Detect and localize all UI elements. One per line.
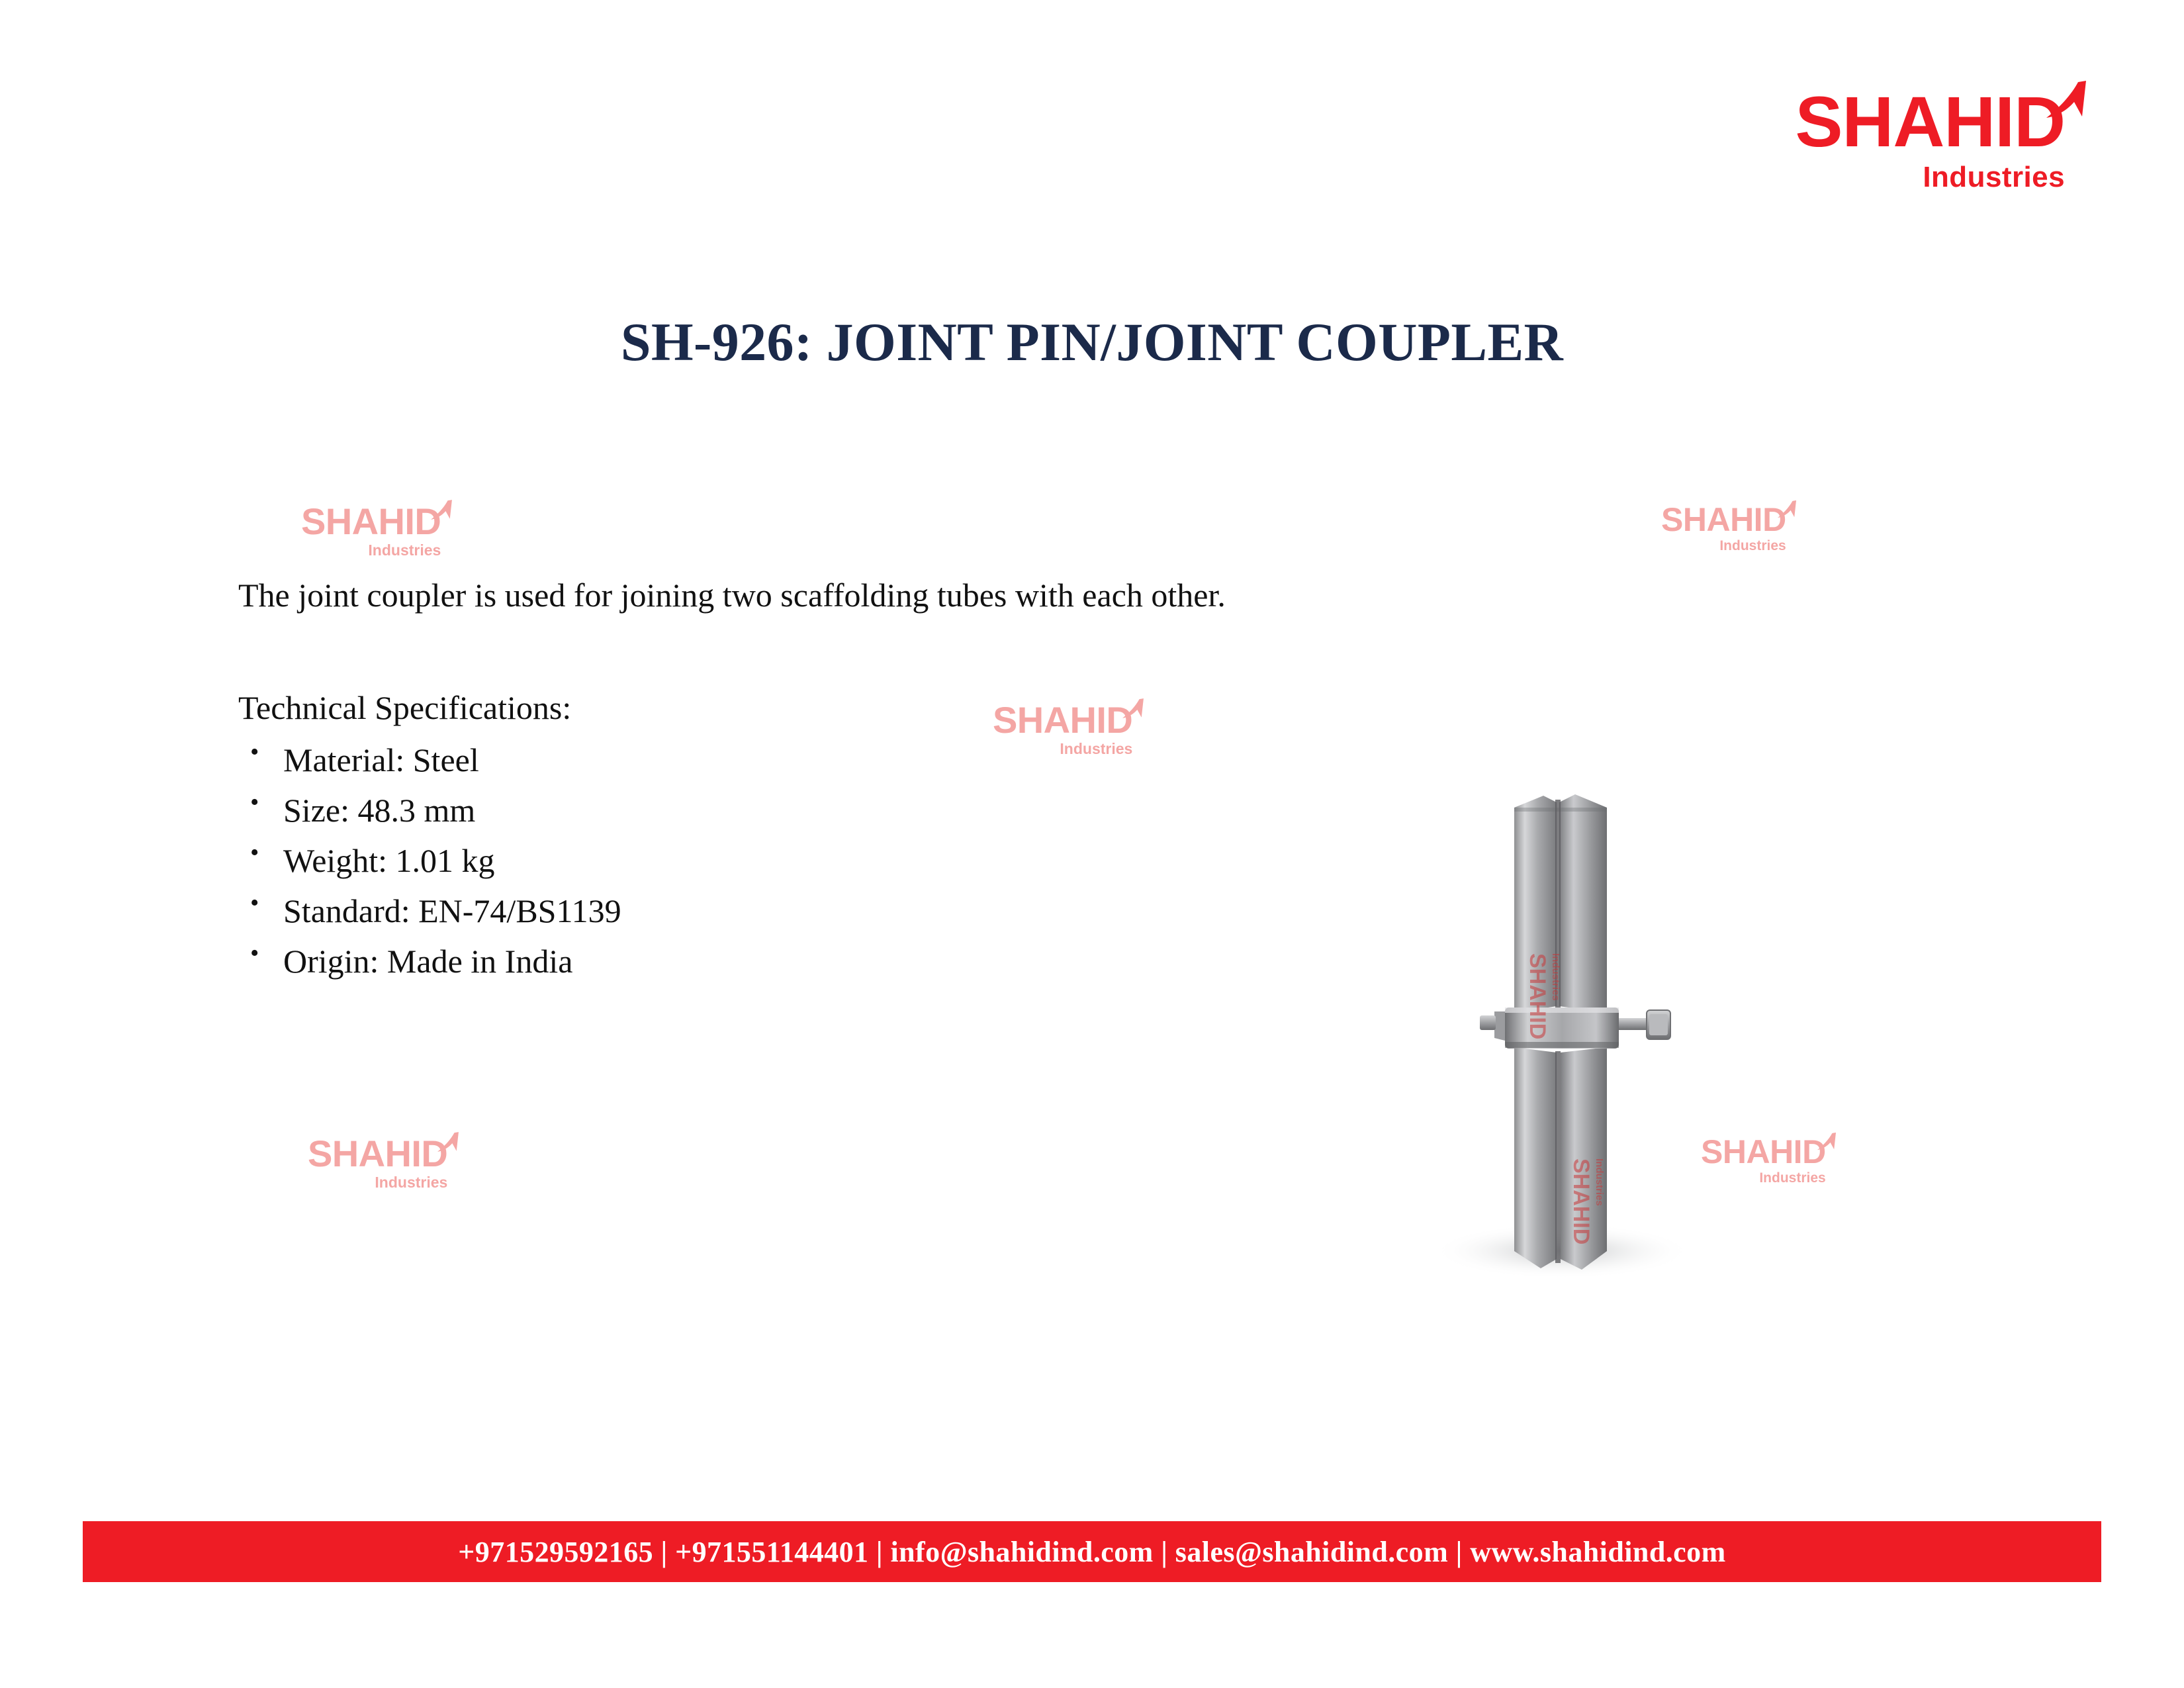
- brand-logo-wordmark: SHAHID: [1795, 81, 2065, 162]
- watermark-tagline: Industries: [1719, 538, 1786, 553]
- svg-text:SHAHID: SHAHID: [1525, 953, 1550, 1040]
- watermark-wordmark: SHAHID: [308, 1133, 448, 1174]
- svg-text:SHAHID: SHAHID: [1569, 1158, 1594, 1245]
- list-item: • Size: 48.3 mm: [238, 785, 621, 835]
- brand-swoosh-icon: [1122, 698, 1144, 720]
- watermark-logo: [993, 699, 1133, 757]
- brand-swoosh-icon: [437, 1131, 459, 1153]
- watermark-tagline: Industries: [1759, 1170, 1826, 1186]
- brand-swoosh-icon: [2045, 79, 2087, 120]
- product-image: [1363, 788, 1774, 1317]
- watermark-logo: [301, 500, 441, 559]
- watermark-logo: [308, 1135, 447, 1190]
- specs-list: [238, 735, 621, 986]
- footer-contact-bar: [83, 1521, 2101, 1582]
- brand-logo-tagline: Industries: [1923, 161, 2065, 193]
- watermark-wordmark: SHAHID: [1701, 1133, 1826, 1170]
- list-item: • Origin: Made in India: [238, 936, 621, 986]
- brand-swoosh-icon: [1817, 1132, 1837, 1151]
- watermark-tagline: Industries: [375, 1174, 448, 1191]
- brand-swoosh-icon: [1777, 500, 1797, 519]
- svg-text:Industries: Industries: [1550, 953, 1561, 1001]
- page-title: SH-926: JOINT PIN/JOINT COUPLER: [620, 312, 1564, 372]
- watermark-wordmark: SHAHID: [993, 699, 1133, 741]
- list-item: • Standard: EN-74/BS1139: [238, 886, 621, 936]
- watermark-logo: [1661, 503, 1786, 553]
- watermark-tagline: Industries: [368, 541, 441, 559]
- svg-text:Industries: Industries: [1594, 1158, 1605, 1206]
- brand-swoosh-icon: [430, 499, 453, 521]
- list-item: • Material: Steel: [238, 735, 621, 785]
- footer-contact-text: +971529592165 | +971551144401 | info@shahidind.com | sales@shahidind.com | www.shahidind.com: [458, 1535, 1726, 1568]
- watermark-wordmark: SHAHID: [1661, 501, 1786, 538]
- specs-heading: Technical Specifications:: [238, 689, 572, 726]
- watermark-wordmark: SHAHID: [301, 500, 441, 542]
- product-description: The joint coupler is used for joining two scaffolding tubes with each other.: [238, 577, 1226, 614]
- list-item: • Weight: 1.01 kg: [238, 835, 621, 886]
- brand-logo-header: [1795, 81, 2065, 193]
- watermark-tagline: Industries: [1060, 740, 1133, 757]
